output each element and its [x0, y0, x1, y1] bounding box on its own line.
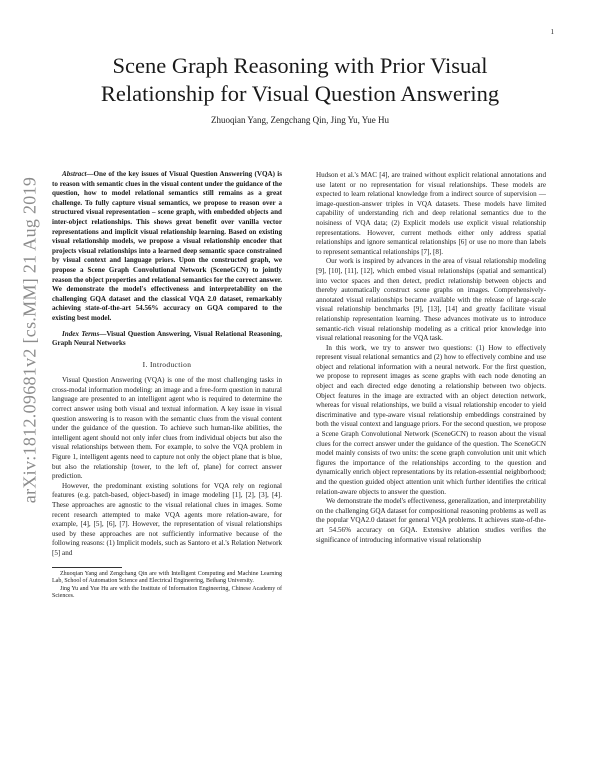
right-column: [316, 171, 546, 545]
title-line-1: Scene Graph Reasoning with Prior Visual: [112, 53, 488, 78]
intro-paragraph-1: Visual Question Answering (VQA) is one of the most challenging tasks in cross-modal information modeling: an image and a free-form question in natural language are presented to an intelligent agent who is required to determine the correct answer using both visual and textual information. A key issue in visual question answering is to reason with the semantic clues from the visual content under the guidance of the question. To achieve such human-like abilities, the intelligent agent should not only infer clues from individual objects but also the visual relationships between them. For example, to solve the VQA problem in Figure 1, intelligent agents need to capture not only the object plane that is blue, but also the relationship ⟨tower, to the left of, plane⟩ for correct answer prediction.: [52, 376, 282, 481]
index-terms: [52, 330, 282, 349]
footnote-affiliation-1: Zhuoqian Yang and Zengchang Qin are with Intelligent Computing and Machine Learning Lab, School of Automation Science and Electrical Engineering, Beihang University.: [52, 570, 282, 585]
right-paragraph-2: Our work is inspired by advances in the area of visual relationship modeling [9], [10], [11], [12], which embed visual relationships (spatial and semantical) into vector spaces and then detect, predict relationship between objects and thereby automatically construct scene graphs on images. Comprehensively-annotated visual relationships became available with the release of large-scale visual relationship benchmarks [9], [13], [14] and greatly facilitate visual relationship representation learning. These advances motivate us to introduce semantic-rich visual relationship modeling as a critical prior knowledge into visual relational reasoning for the VQA task.: [316, 257, 546, 343]
title-line-2: Relationship for Visual Question Answering: [100, 81, 500, 106]
intro-paragraph-2: However, the predominant existing solutions for VQA rely on regional features (e.g. patch-based, object-based) in image modeling [1], [2], [3], [4]. These approaches are agnostic to the visual relational clues in images. Some recent research attempted to make VQA agents more relation-aware, for example, [4], [5], [6], [7]. However, the representation of visual relationships used by these approaches are not sufficiently informative because of the following reasons: (1) Implicit models, such as Santoro et al.'s Relation Network [5] and: [52, 481, 282, 557]
section-heading-introduction: I. Introduction: [142, 359, 192, 369]
abstract-text: —One of the key issues of Visual Question Answering (VQA) is to reason with semantic clues in the visual content under the guidance of the question, how to model relational semantics still remains as a great challenge. To fully capture visual semantics, we propose to reason over a structured visual representation – scene graph, with embedded objects and inter-object relationships. This shows great benefit over vanilla vector representations and implicit visual relationship learning. Based on existing visual relationship models, we propose a visual relationship encoder that projects visual relationships into a learned deep semantic space constrained by visual context and language priors. Upon the constructed graph, we propose a Scene Graph Convolutional Network (SceneGCN) to jointly reason the object properties and relational semantics for the correct answer. We demonstrate the model's effectiveness and interpretability on the challenging GQA dataset and the classical VQA 2.0 dataset, remarkably achieving state-of-the-art 54.56% accuracy on GQA compared to the existing best model.: [52, 170, 282, 322]
footnote-affiliation-2: Jing Yu and Yue Hu are with the Institute of Information Engineering, Chinese Academy of Sciences.: [52, 585, 282, 600]
paper-title: [40, 52, 560, 108]
right-paragraph-3: In this work, we try to answer two questions: (1) How to effectively represent visual relational semantics and (2) how to effectively combine and use object and relational information with a neural network. For the first question, we propose to represent images as scene graphs with each node denoting an object and each directed edge denoting a relationship between two objects. Object features in the image are extracted with an object detection network, whereas for visual relationships, we build a visual relationship encoder to yield discriminative and type-aware visual relationship embeddings constrained by both the visual context and language priors. For the second question, we propose a Scene Graph Convolutional Network (SceneGCN) to reason about the visual clues for the correct answer under the guidance of the question. The SceneGCN model mainly consists of two units: the scene graph convolution unit unit which figures the importance of the relationships according to the question and dynamically enrich object representations by its relation-essential neighborhood; and the question guided object attention unit which further identifies the critical relation-aware objects to answer the question.: [316, 343, 546, 496]
abstract-label: Abstract: [62, 170, 87, 178]
index-terms-label: Index Terms: [62, 329, 100, 338]
index-terms-text: —Visual Question Answering, Visual Relational Reasoning, Graph Neural Networks: [52, 329, 283, 348]
left-column: [52, 170, 282, 601]
right-paragraph-4: We demonstrate the model's effectiveness, generalization, and interpretability on the challenging GQA dataset for compositional reasoning problems as well as the popular VQA2.0 dataset for general VQA problems. It achieves state-of-the-art 54.56% accuracy on GQA. Extensive ablation studies verifies the significance of introducing informative visual relationship: [316, 497, 546, 544]
author-list: Zhuoqian Yang, Zengchang Qin, Jing Yu, Yue Hu: [210, 115, 390, 125]
footnote-divider: [52, 567, 122, 568]
right-paragraph-1: Hudson et al.'s MAC [4], are trained without explicit relational annotations and use latent or no representation for visual relationships. These models are expected to learn relational knowledge from a indirect source of supervision — image-question-answer triples in VQA datasets. These models have limited capability of understanding rich and deep relational semantics due to the noisiness of VQA data; (2) Explicit models use explicit visual relationship representations. However, current methods either only address spatial relationships and ignore semantical relationships [6] or use no more than labels to represent semantical relationships [7], [8].: [316, 171, 546, 256]
paper-header: [40, 52, 560, 125]
arxiv-identifier-stamp: arXiv:1812.09681v2 [cs.MM] 21 Aug 2019: [19, 176, 40, 504]
footnotes: [52, 571, 282, 601]
abstract: [52, 170, 282, 324]
page-number: 1: [550, 28, 554, 36]
